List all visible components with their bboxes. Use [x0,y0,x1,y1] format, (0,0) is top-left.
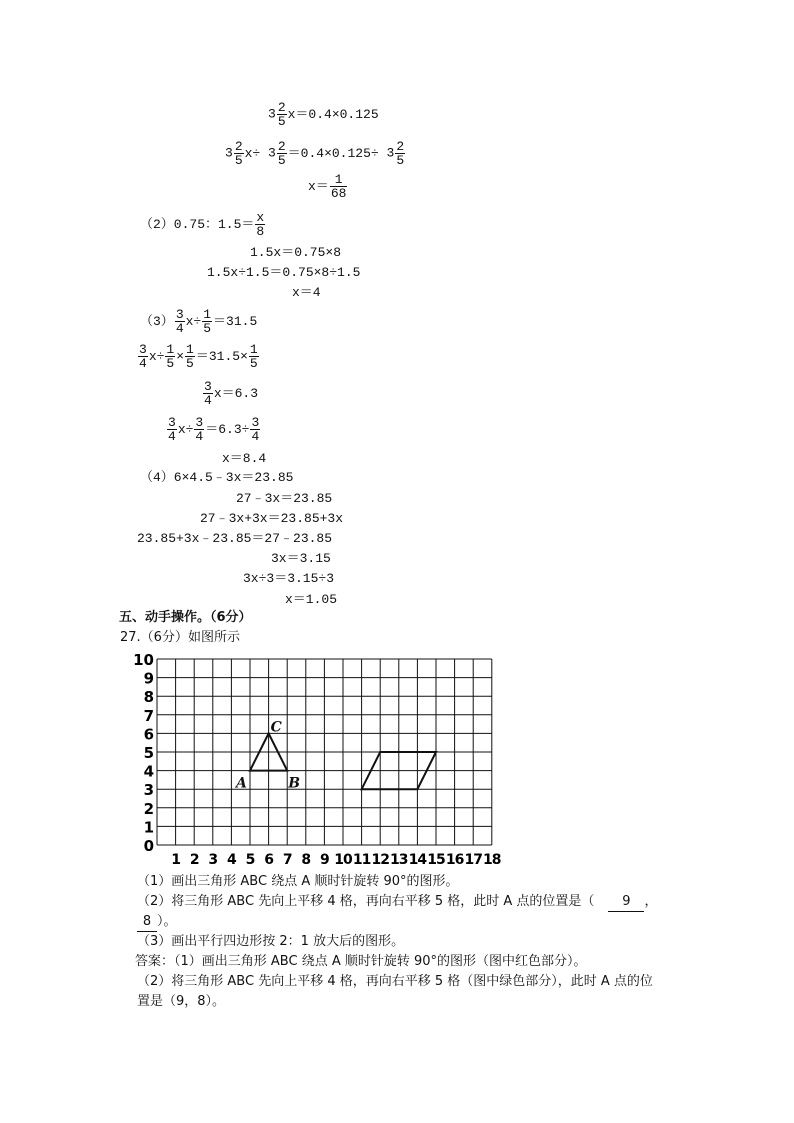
q3-line2: $\frac{3}{4}$ x÷ $\frac{1}{5}$ × $\frac{1}{5}$ ＝31.5× $\frac{1}{5}$ [139,342,258,371]
grid-lines [157,659,492,845]
point-b-label: B [288,775,301,792]
x-tick-label: 6 [264,852,273,868]
x-tick-label: 9 [320,852,329,868]
coordinate-grid [133,647,501,872]
q4-line5: 3x＝3.15 [271,551,331,566]
y-tick-label: 0 [143,837,154,855]
x-tick-label: 11 [352,852,371,868]
equation-text: x＝0.4×0.125 [287,106,379,122]
section-title: 五、动手操作。（6分） [119,610,252,625]
q3-line5: x＝8.4 [222,451,267,466]
q3-line4: $\frac{3}{4}$ x÷ $\frac{3}{4}$ ＝6.3÷ $\frac{3}{4}$ [168,415,260,444]
y-tick-label: 5 [143,744,154,762]
x-tick-label: 4 [227,852,236,868]
q3-line1: （3） $\frac{3}{4}$ x÷ $\frac{1}{5}$ ＝31.5 [140,307,258,336]
x-tick-label: 13 [390,852,408,868]
fraction: $\frac{3}{4}$ [139,342,147,371]
fraction: $\frac{2}{5}$ [396,139,405,168]
answer-blank-2: 8 [137,913,157,932]
q4-line3: 27﹣3x+3x＝23.85+3x [200,511,344,526]
x-tick-label: 17 [464,852,482,868]
fraction: $\frac{x}{8}$ [256,210,265,239]
x-tick-label: 10 [334,852,352,868]
q1-line2: 3 $\frac{2}{5}$ x÷ 3 $\frac{2}{5}$ ＝0.4×0.125÷ 3 $\frac{2}{5}$ [225,139,405,168]
q2-line4: x＝4 [292,285,321,300]
x-tick-label: 8 [301,852,311,868]
q1-line3: x＝ $\frac{1}{68}$ [308,172,347,201]
task-3: （3）画出平行四边形按 2：1 放大后的图形。 [137,934,405,949]
fraction: $\frac{1}{68}$ [330,172,347,201]
answer-2: （2）将三角形 ABC 先向上平移 4 格，再向右平移 5 格（图中绿色部分），此时 A 点的位 [137,974,653,989]
problem-label: 27.（6分）如图所示 [120,630,240,645]
x-tick-label: 3 [208,852,218,868]
x-tick-label: 1 [171,852,180,868]
q4-line2: 27﹣3x＝23.85 [236,491,333,506]
fraction: $\frac{3}{4}$ [168,415,176,444]
q2-line1: （2）0.75：1.5＝ $\frac{x}{8}$ [140,210,265,239]
q1-line1 [268,101,379,128]
point-a-label: A [236,775,247,792]
q2-line3: 1.5x÷1.5＝0.75×8÷1.5 [207,265,361,280]
x-axis-labels [171,852,501,868]
y-tick-label: 3 [143,781,154,800]
fraction: $\frac{1}{5}$ [203,307,212,336]
x-tick-label: 15 [427,852,445,868]
y-tick-label: 2 [143,799,154,818]
answer-1: 答案：（1）画出三角形 ABC 绕点 A 顺时针旋转 90°的图形（图中红色部分）。 [135,954,587,969]
fraction: $\frac{1}{5}$ [186,342,194,371]
task-1: （1）画出三角形 ABC 绕点 A 顺时针旋转 90°的图形。 [137,874,459,889]
fraction: $\frac{2}{5}$ [277,139,286,168]
fraction: $\frac{3}{4}$ [175,307,184,336]
fraction: $\frac{3}{4}$ [251,415,260,444]
y-axis-labels [133,651,154,855]
fraction: $\frac{3}{4}$ [204,379,212,408]
answer-2-cont: 置是（9，8）。 [137,994,226,1009]
q4-line4: 23.85+3x﹣23.85＝27﹣23.85 [137,531,333,546]
q4-line7: x＝1.05 [285,592,338,607]
task-2-cont: 8 ）。 [137,913,177,932]
q2-line2: 1.5x＝0.75×8 [250,245,342,260]
q4-line1: （4）6×4.5﹣3x＝23.85 [140,470,294,485]
y-tick-label: 8 [143,688,154,707]
y-tick-label: 10 [133,651,154,669]
fraction: $\frac{1}{5}$ [166,342,175,371]
task-2: （2）将三角形 ABC 先向上平移 4 格，再向右平移 5 格，此时 A 点的位置是（ 9 ， [137,893,657,912]
answer-blank-1: 9 [608,893,644,912]
y-tick-label: 9 [143,669,154,688]
x-tick-label: 7 [282,852,292,868]
fraction: $\frac{3}{4}$ [195,415,204,444]
x-tick-label: 14 [408,852,427,868]
fraction: $\frac{2}{5}$ [234,139,243,168]
x-tick-label: 18 [483,852,501,868]
q3-line3: $\frac{3}{4}$ x＝6.3 [204,379,259,408]
y-tick-label: 4 [143,762,154,781]
fraction: $\frac{1}{5}$ [249,342,258,371]
x-tick-label: 5 [245,852,255,868]
point-c-label: C [270,719,282,736]
q4-line6: 3x÷3＝3.15÷3 [243,571,335,586]
y-tick-label: 7 [143,706,154,725]
fraction: $\frac{2}{5}$ [277,100,286,129]
mixed-whole: 3 [268,106,276,122]
y-tick-label: 6 [143,725,154,744]
x-tick-label: 12 [371,852,389,868]
y-tick-label: 1 [143,818,154,837]
x-tick-label: 16 [445,852,464,868]
x-tick-label: 2 [189,852,199,868]
